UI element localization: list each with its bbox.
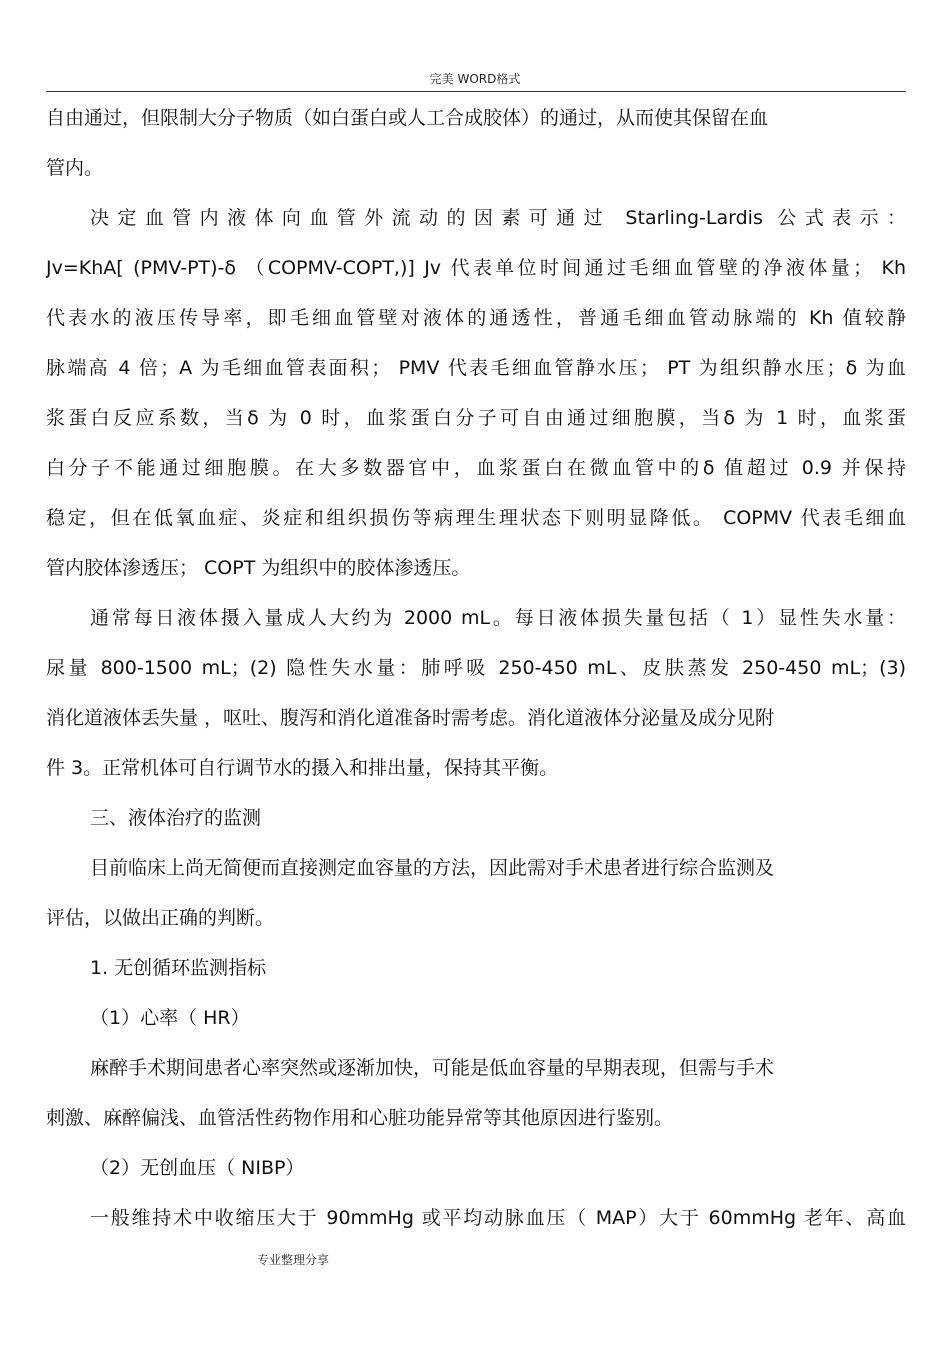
header-divider — [46, 91, 906, 92]
subsection-heading: （1）心率（ HR） — [90, 1007, 250, 1029]
text-line: 稳定，但在低氧血症、炎症和组织损伤等病理生理状态下则明显降低。 COPMV 代表毛细血 — [46, 507, 906, 529]
text-line: 管内。 — [46, 157, 104, 179]
text-line: 自由通过，但限制大分子物质（如白蛋白或人工合成胶体）的通过，从而使其保留在血 — [46, 107, 769, 129]
section-heading: 三、液体治疗的监测 — [90, 807, 262, 829]
text-line: 一般维持术中收缩压大于 90mmHg 或平均动脉血压（ MAP）大于 60mmHg 老年、高血 — [90, 1207, 906, 1229]
text-line: 麻醉手术期间患者心率突然或逐渐加快，可能是低血容量的早期表现，但需与手术 — [90, 1057, 775, 1079]
page-header: 完美 WORD格式 — [429, 72, 521, 86]
text-line: Jv=KhA[ (PMV-PT)-δ （COPMV-COPT,)] Jv 代表单位时间通过毛细血管壁的净液体量； Kh — [46, 257, 906, 279]
page-footer: 专业整理分享 — [257, 1253, 330, 1267]
subsection-heading: 1. 无创循环监测指标 — [90, 957, 267, 979]
text-line: 决定血管内液体向血管外流动的因素可通过 Starling-Lardis 公式表示： — [90, 207, 906, 229]
text-line: 脉端高 4 倍；A 为毛细血管表面积； PMV 代表毛细血管静水压； PT 为组织静水压；δ 为血 — [46, 357, 906, 379]
text-line: 尿量 800-1500 mL；(2) 隐性失水量：肺呼吸 250-450 mL、皮肤蒸发 250-450 mL；(3) — [46, 657, 906, 679]
subsection-heading: （2）无创血压（ NIBP） — [90, 1157, 305, 1179]
text-line: 刺激、麻醉偏浅、血管活性药物作用和心脏功能异常等其他原因进行鉴别。 — [46, 1107, 674, 1129]
text-line: 件 3。正常机体可自行调节水的摄入和排出量，保持其平衡。 — [46, 757, 559, 779]
text-line: 浆蛋白反应系数，当δ 为 0 时，血浆蛋白分子可自由通过细胞膜，当δ 为 1 时，血浆蛋 — [46, 407, 906, 429]
document-body — [46, 93, 906, 1243]
text-line: 白分子不能通过细胞膜。在大多数器官中，血浆蛋白在微血管中的δ 值超过 0.9 并保持 — [46, 457, 906, 479]
text-line: 通常每日液体摄入量成人大约为 2000 mL。每日液体损失量包括（ 1）显性失水量： — [90, 607, 906, 629]
text-line: 代表水的液压传导率，即毛细血管壁对液体的通透性，普通毛细血管动脉端的 Kh 值较静 — [46, 307, 906, 329]
text-line: 目前临床上尚无简便而直接测定血容量的方法，因此需对手术患者进行综合监测及 — [90, 857, 775, 879]
text-line: 评估，以做出正确的判断。 — [46, 907, 275, 929]
text-line: 消化道液体丢失量 ，呕吐、腹泻和消化道准备时需考虑。消化道液体分泌量及成分见附 — [46, 707, 775, 729]
text-line: 管内胶体渗透压； COPT 为组织中的胶体渗透压。 — [46, 557, 471, 579]
